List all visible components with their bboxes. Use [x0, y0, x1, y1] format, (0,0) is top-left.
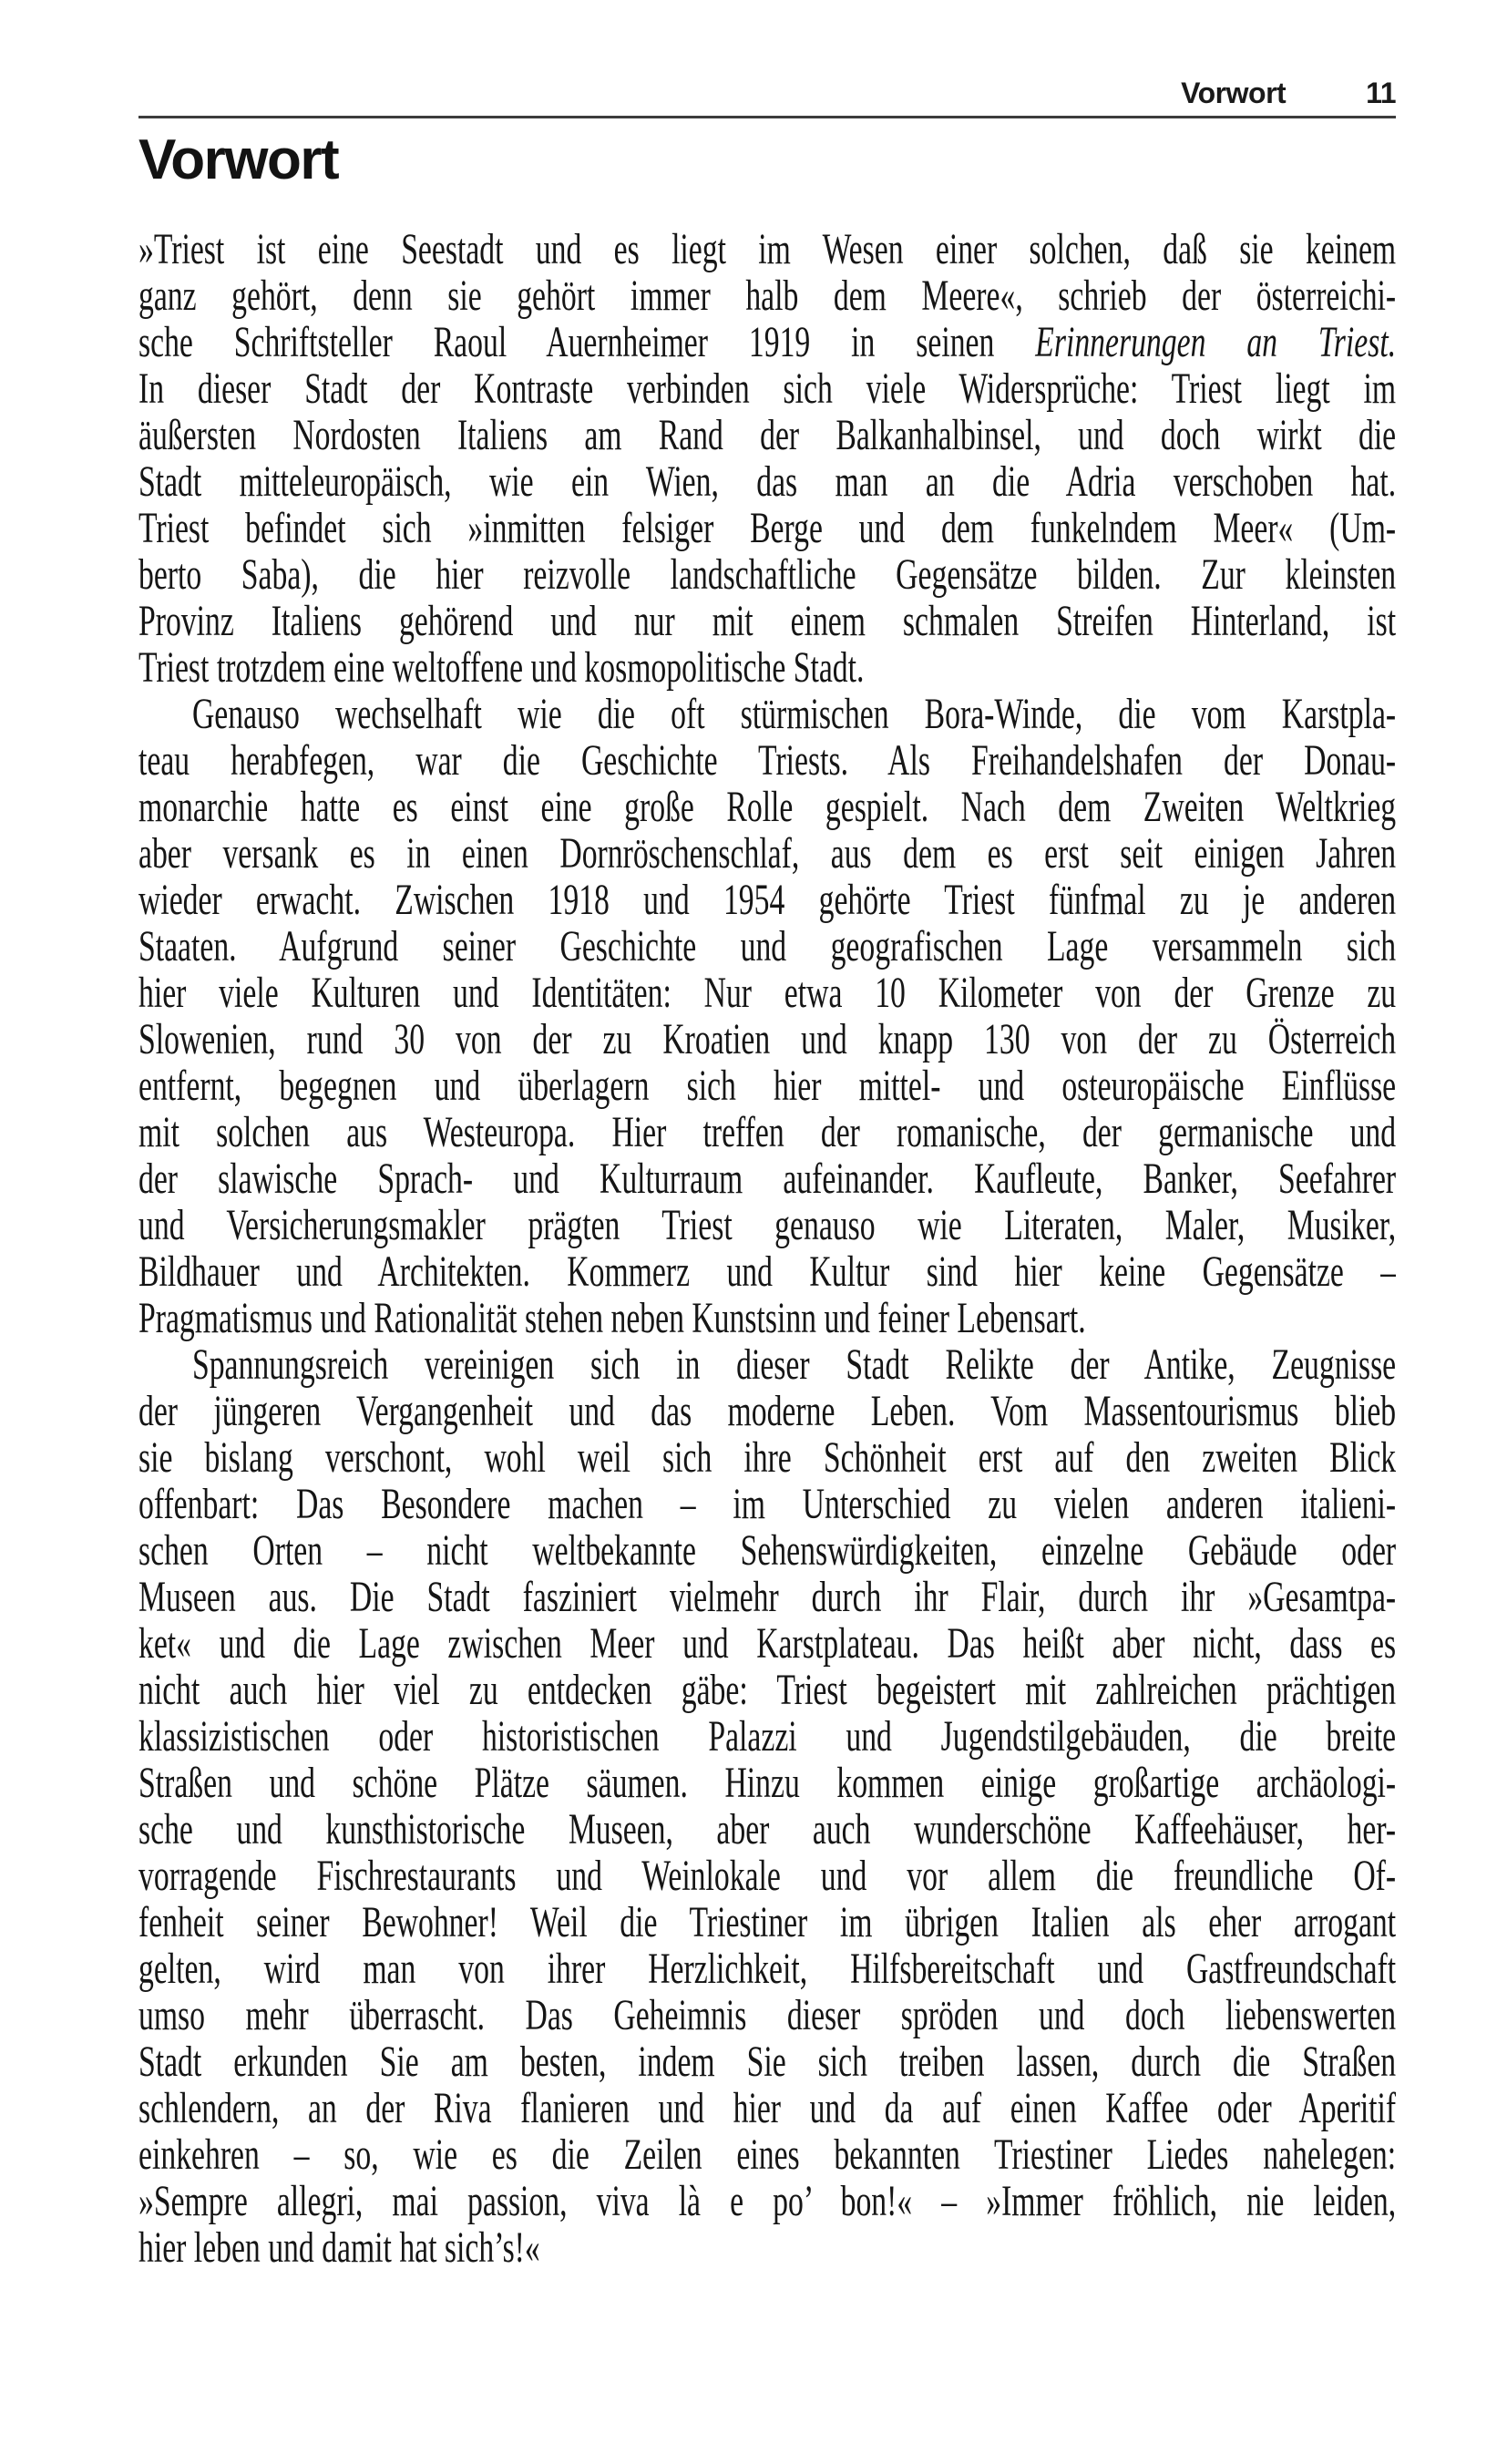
- text-line: Spannungsreich vereinigen sich in dieser Stadt Relikte der Antike, Zeugnisse: [191, 1340, 1396, 1389]
- running-header: [138, 78, 1396, 108]
- text-line: sie bislang verschont, wohl weil sich ihre Schönheit erst auf den zweiten Blick: [138, 1433, 1396, 1482]
- text-line: In dieser Stadt der Kontraste verbinden sich viele Widersprüche: Triest liegt im: [138, 364, 1396, 413]
- text-line: hier leben und damit hat sich’s!«: [138, 2223, 540, 2271]
- text-line: sche Schriftsteller Raoul Auernheimer 1919 in seinen Erinnerungen an Triest.: [138, 318, 1396, 366]
- text-line: offenbart: Das Besondere machen – im Unterschied zu vielen anderen italieni-: [138, 1480, 1396, 1528]
- text-line: entfernt, begegnen und überlagern sich hier mittel- und osteuropäische Einflüsse: [138, 1062, 1396, 1110]
- book-page: [0, 78, 1507, 2464]
- page-content: [138, 78, 1396, 2271]
- text-line: schlendern, an der Riva flanieren und hier und da auf einen Kaffee oder Aperitif: [138, 2084, 1396, 2132]
- text-line: monarchie hatte es einst eine große Rolle gespielt. Nach dem Zweiten Weltkrieg: [138, 783, 1396, 831]
- text-line: Bildhauer und Architekten. Kommerz und Kultur sind hier keine Gegensätze –: [138, 1247, 1396, 1296]
- text-line: klassizistischen oder historistischen Palazzi und Jugendstilgebäuden, die breite: [138, 1712, 1396, 1761]
- text-line: mit solchen aus Westeuropa. Hier treffen der romanische, der germanische und: [138, 1108, 1396, 1156]
- text-line: vorragende Fischrestaurants und Weinlokale und vor allem die freundliche Of-: [138, 1852, 1396, 1900]
- text-line: der jüngeren Vergangenheit und das moderne Leben. Vom Massentourismus blieb: [138, 1387, 1396, 1435]
- text-line: Pragmatismus und Rationalität stehen neben Kunstsinn und feiner Lebensart.: [138, 1294, 1086, 1342]
- text-line: sche und kunsthistorische Museen, aber auch wunderschöne Kaffeehäuser, her-: [138, 1805, 1396, 1853]
- page-title: Vorwort: [138, 128, 339, 191]
- text-line: einkehren – so, wie es die Zeilen eines bekannten Triestiner Liedes nahelegen:: [138, 2130, 1396, 2179]
- text-line: berto Saba), die hier reizvolle landschaftliche Gegensätze bilden. Zur kleinsten: [138, 550, 1396, 599]
- text-line: der slawische Sprach- und Kulturraum aufeinander. Kaufleute, Banker, Seefahrer: [138, 1155, 1396, 1203]
- text-line: Staaten. Aufgrund seiner Geschichte und geografischen Lage versammeln sich: [138, 922, 1396, 970]
- text-line: ganz gehört, denn sie gehört immer halb dem Meere«, schrieb der österreichi-: [138, 272, 1396, 320]
- text-line: gelten, wird man von ihrer Herzlichkeit, Hilfsbereitschaft und Gastfreundschaft: [138, 1945, 1396, 1993]
- paragraph: [138, 226, 1396, 691]
- text-line: schen Orten – nicht weltbekannte Sehenswürdigkeiten, einzelne Gebäude oder: [138, 1526, 1396, 1575]
- text-line: aber versank es in einen Dornröschenschlaf, aus dem es erst seit einigen Jahren: [138, 829, 1396, 878]
- text-line: Straßen und schöne Plätze säumen. Hinzu kommen einige großartige archäologi-: [138, 1759, 1396, 1807]
- text-line: teau herabfegen, war die Geschichte Triests. Als Freihandelshafen der Donau-: [138, 736, 1396, 785]
- paragraph: [138, 691, 1396, 1341]
- text-line: Slowenien, rund 30 von der zu Kroatien und knapp 130 von der zu Österreich: [138, 1015, 1396, 1063]
- text-line: Museen aus. Die Stadt fasziniert vielmehr durch ihr Flair, durch ihr »Gesamtpa-: [138, 1573, 1396, 1621]
- page-number: 11: [1366, 77, 1396, 109]
- text-line: »Sempre allegri, mai passion, viva là e po’ bon!« – »Immer fröhlich, nie leiden,: [138, 2177, 1396, 2225]
- text-line: fenheit seiner Bewohner! Weil die Triestiner im übrigen Italien als eher arrogant: [138, 1898, 1396, 1946]
- text-line: ket« und die Lage zwischen Meer und Karstplateau. Das heißt aber nicht, dass es: [138, 1619, 1396, 1668]
- text-line: hier viele Kulturen und Identitäten: Nur etwa 10 Kilometer von der Grenze zu: [138, 969, 1396, 1017]
- running-header-title: Vorwort: [1181, 77, 1287, 109]
- paragraph: [138, 1341, 1396, 2271]
- text-line: wieder erwacht. Zwischen 1918 und 1954 gehörte Triest fünfmal zu je anderen: [138, 876, 1396, 924]
- header-rule: [138, 116, 1396, 118]
- text-line: nicht auch hier viel zu entdecken gäbe: Triest begeistert mit zahlreichen prächtigen: [138, 1666, 1396, 1714]
- text-line: umso mehr überrascht. Das Geheimnis dieser spröden und doch liebenswerten: [138, 1991, 1396, 2039]
- text-line: äußersten Nordosten Italiens am Rand der Balkanhalbinsel, und doch wirkt die: [138, 411, 1396, 459]
- text-line: Stadt mitteleuropäisch, wie ein Wien, das man an die Adria verschoben hat.: [138, 457, 1396, 506]
- text-line: und Versicherungsmakler prägten Triest genauso wie Literaten, Maler, Musiker,: [138, 1201, 1396, 1249]
- preface-text: [138, 226, 1396, 2271]
- text-line: Triest trotzdem eine weltoffene und kosmopolitische Stadt.: [138, 643, 865, 692]
- text-line: Stadt erkunden Sie am besten, indem Sie sich treiben lassen, durch die Straßen: [138, 2038, 1396, 2086]
- text-line: »Triest ist eine Seestadt und es liegt im Wesen einer solchen, daß sie keinem: [138, 226, 1396, 273]
- text-line: Provinz Italiens gehörend und nur mit einem schmalen Streifen Hinterland, ist: [138, 597, 1396, 645]
- text-line: Genauso wechselhaft wie die oft stürmischen Bora-Winde, die vom Karstpla-: [191, 690, 1396, 738]
- text-line: Triest befindet sich »inmitten felsiger Berge und dem funkelndem Meer« (Um-: [138, 504, 1396, 552]
